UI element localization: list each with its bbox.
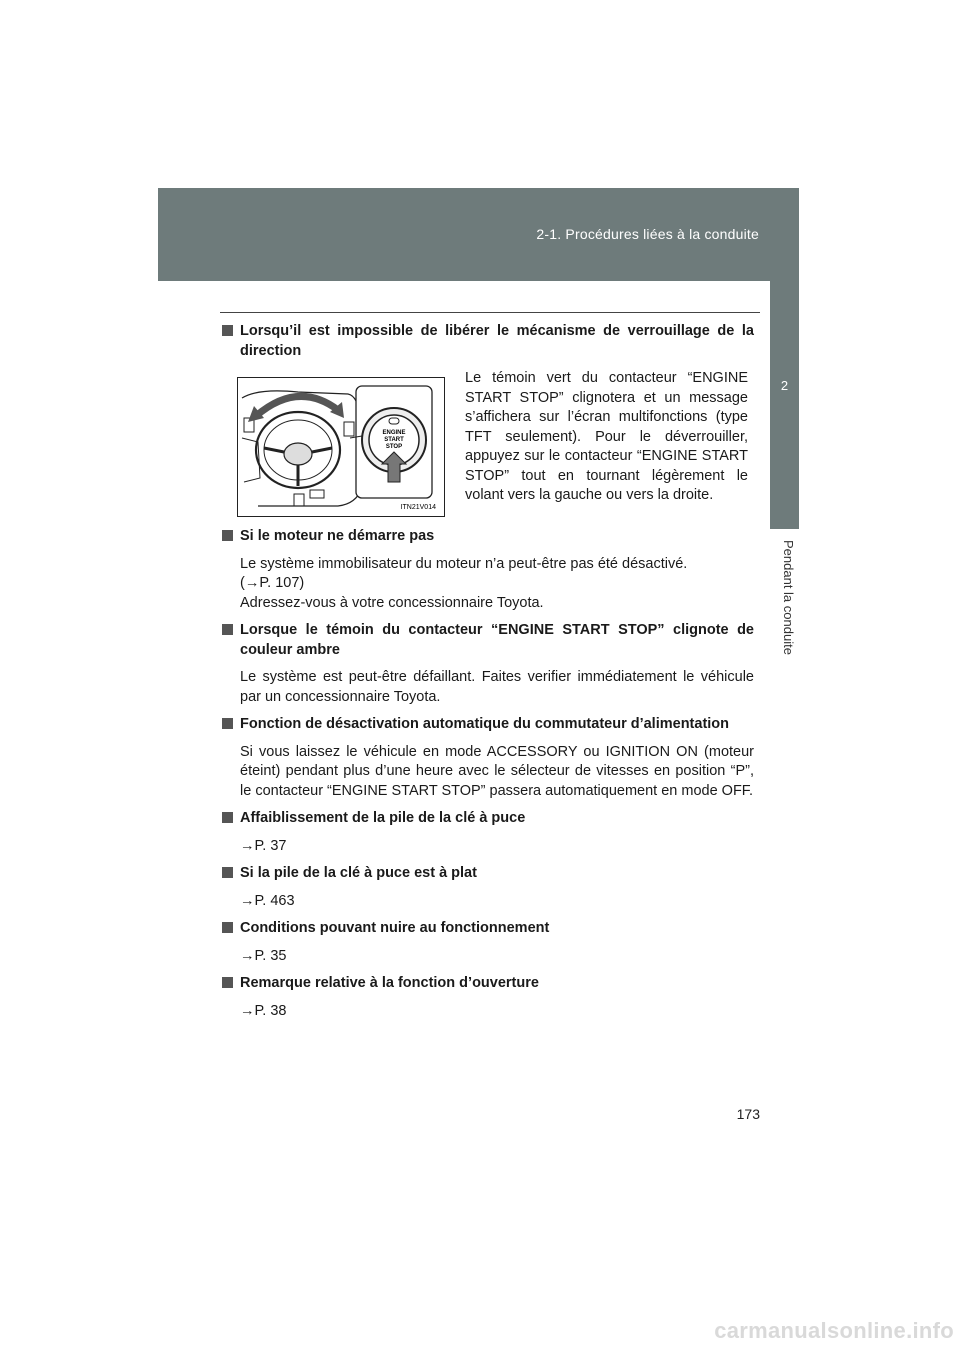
section-heading: Fonction de désactivation automatique du commutateur d’alimentation xyxy=(222,715,754,735)
bullet-square-icon xyxy=(222,530,233,541)
figure-code: ITN21V014 xyxy=(400,504,436,511)
section-text: Le témoin vert du contacteur “ENGINE START STOP” clignotera et un message s’affichera sur l’écran multifonctions (type TFT seulement). Pour le déverrouiller, appuyez sur le contacteur “ENGINE START STOP” tout en tournant légèrement le volant vers la gauche ou vers la droite. xyxy=(465,370,748,503)
page-reference: →P. 38 xyxy=(240,1002,287,1019)
button-label-line: START xyxy=(384,437,404,443)
header-band xyxy=(158,188,799,281)
page-reference: →P. 35 xyxy=(240,947,287,964)
section-title: 2-1. Procédures liées à la conduite xyxy=(536,226,759,242)
chapter-tab xyxy=(770,281,799,529)
bullet-square-icon xyxy=(222,624,233,635)
page-reference: →P. 37 xyxy=(240,837,287,854)
bullet-square-icon xyxy=(222,867,233,878)
section-text: Adressez-vous à votre concessionnaire Toyota. xyxy=(240,594,544,611)
watermark: carmanualsonline.info xyxy=(714,1318,954,1343)
chapter-label: Pendant la conduite xyxy=(781,540,796,655)
bullet-square-icon xyxy=(222,325,233,336)
section-text: Le système est peut-être défaillant. Faites verifier immédiatement le véhicule par un concessionnaire Toyota. xyxy=(240,669,754,705)
bullet-square-icon xyxy=(222,922,233,933)
section-heading: Affaiblissement de la pile de la clé à puce xyxy=(222,809,754,829)
page-content xyxy=(222,322,754,1021)
section-text: Le système immobilisateur du moteur n’a peut-être pas été désactivé. xyxy=(240,555,688,572)
chapter-number: 2 xyxy=(780,378,789,393)
steering-wheel-illustration xyxy=(238,378,444,516)
button-label-line: ENGINE xyxy=(382,430,406,436)
bullet-square-icon xyxy=(222,977,233,988)
section-heading: Remarque relative à la fonction d’ouverture xyxy=(222,974,754,994)
section-heading: Si la pile de la clé à puce est à plat xyxy=(222,864,754,884)
section-heading: Lorsque le témoin du contacteur “ENGINE START STOP” clignote de couleur ambre xyxy=(222,621,754,660)
engine-start-illustration xyxy=(237,377,445,517)
page-reference: (→P. 107) xyxy=(240,575,305,591)
section-heading: Si le moteur ne démarre pas xyxy=(222,527,754,547)
section-text: Si vous laissez le véhicule en mode ACCESSORY ou IGNITION ON (moteur éteint) pendant plus d’une heure avec le sélecteur de vitesses en position “P”, le contacteur “ENGINE START STOP” passera automatiquement en mode OFF. xyxy=(240,743,754,799)
button-label-line: STOP xyxy=(385,444,403,450)
figure-row xyxy=(222,369,754,517)
bullet-square-icon xyxy=(222,812,233,823)
page-number: 173 xyxy=(736,1106,760,1122)
section-heading: Lorsqu’il est impossible de libérer le mécanisme de verrouillage de la direction xyxy=(222,322,754,361)
section-heading: Conditions pouvant nuire au fonctionnement xyxy=(222,919,754,939)
header-rule xyxy=(220,312,760,313)
page-reference: →P. 463 xyxy=(240,892,295,909)
bullet-square-icon xyxy=(222,718,233,729)
